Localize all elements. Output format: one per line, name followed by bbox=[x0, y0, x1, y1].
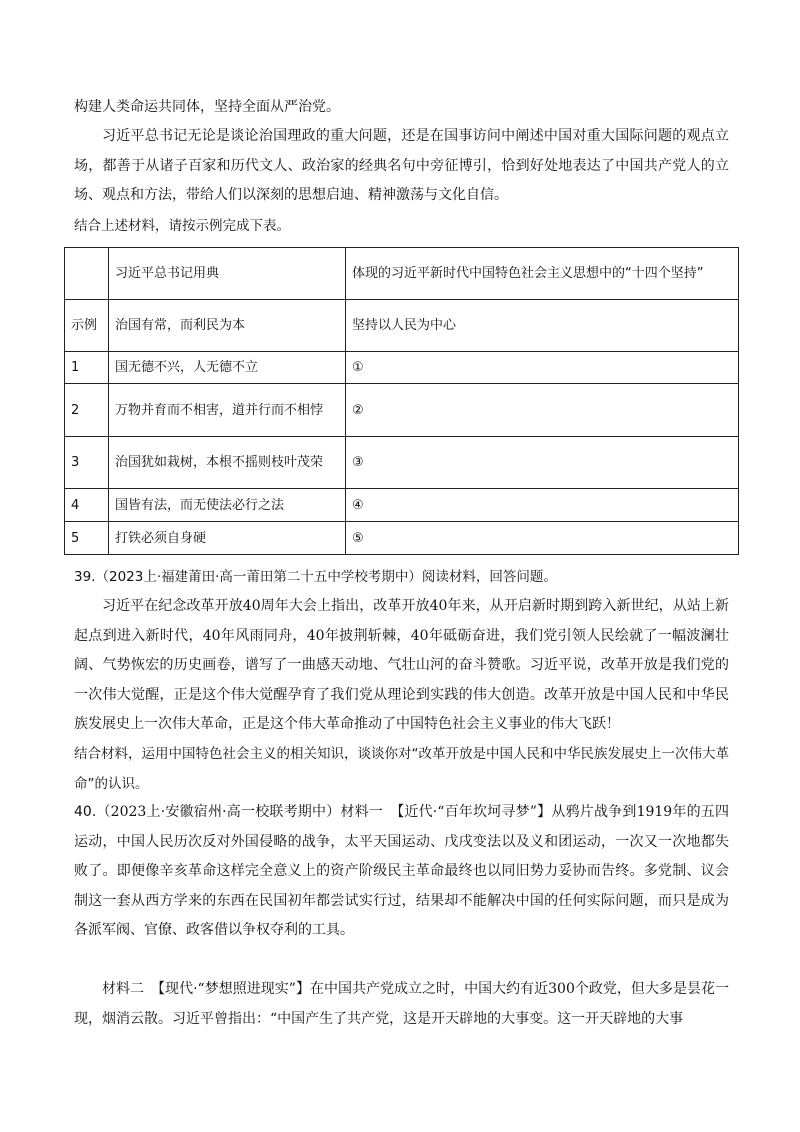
row-answer: 坚持以人民为中心 bbox=[346, 300, 739, 352]
question-40-material-2: 材料二 【现代·“梦想照进现实”】在中国共产党成立之时，中国大约有近300个政党，但大多是昙花一现，烟消云散。习近平曾指出：“中国产生了共产党，这是开天辟地的大事变。这一开天辟地的大事 bbox=[74, 981, 729, 1027]
row-quote: 打铁必须自身硬 bbox=[109, 522, 346, 555]
row-number: 5 bbox=[65, 522, 109, 555]
table-row bbox=[65, 489, 739, 522]
row-number: 3 bbox=[65, 437, 109, 489]
table-row bbox=[65, 437, 739, 489]
intro-line: 构建人类命运共同体，坚持全面从严治党。 bbox=[74, 99, 340, 115]
row-number: 2 bbox=[65, 384, 109, 437]
table-row bbox=[65, 352, 739, 384]
table-header-row bbox=[65, 248, 739, 300]
paragraph-xi-quotes: 习近平总书记无论是谈论治国理政的重大问题，还是在国事访问中阐述中国对重大国际问题的观点立场，都善于从诸子百家和历代文人、政治家的经典名句中旁征博引，恰到好处地表达了中国共产党人的立场、观点和方法，带给人们以深刻的思想启迪、精神激荡与文化自信。 bbox=[74, 128, 729, 203]
row-quote: 万物并育而不相害，道并行而不相悖 bbox=[109, 384, 346, 437]
row-number: 1 bbox=[65, 352, 109, 384]
question-39-material: 习近平在纪念改革开放40周年大会上指出，改革开放40年来，从开启新时期到跨入新世纪，从站上新起点到进入新时代，40年风雨同舟，40年披荆斩棘，40年砥砺奋进，我们党引领人民绘就了一幅波澜壮阔、气势恢宏的历史画卷，谱写了一曲感天动地、气壮山河的奋斗赞歌。习近平说，改革开放是我们党的一次伟大觉醒，正是这个伟大觉醒孕育了我们党从理论到实践的伟大创造。改革开放是中国人民和中华民族发展史上一次伟大革命，正是这个伟大革命推动了中国特色社会主义事业的伟大飞跃！ bbox=[74, 598, 729, 732]
header-cell-answer: 体现的习近平新时代中国特色社会主义思想中的“十四个坚持” bbox=[346, 248, 739, 300]
row-answer: ① bbox=[346, 352, 739, 384]
citation-table bbox=[64, 247, 739, 555]
table-row bbox=[65, 522, 739, 555]
row-answer: ③ bbox=[346, 437, 739, 489]
question-39-header bbox=[74, 563, 729, 593]
row-number: 4 bbox=[65, 489, 109, 522]
row-answer: ⑤ bbox=[346, 522, 739, 555]
table-row bbox=[65, 300, 739, 352]
question-number: 39. bbox=[74, 569, 96, 585]
row-quote: 国无德不兴，人无德不立 bbox=[109, 352, 346, 384]
question-source: （2023上·福建莆田·高一莆田第二十五中学校考期中）阅读材料，回答问题。 bbox=[95, 569, 557, 585]
question-number: 40. bbox=[74, 804, 97, 820]
question-40-text: （2023上·安徽宿州·高一校联考期中）材料一 【近代·“百年坎坷寻梦”】从鸦片战争到1919年的五四运动，中国人民历次反对外国侵略的战争，太平天国运动、戊戌变法以及义和团运动，一次又一次地都失败了。即便像辛亥革命这样完全意义上的资产阶级民主革命最终也以同旧势力妥协而告终。多党制、议会制这一套从西方学来的东西在民国初年都尝试实行过，结果却不能解决中国的任何实际问题，而只是成为各派军阀、官僚、政客借以争权夺利的工具。 bbox=[74, 804, 729, 938]
table-row bbox=[65, 384, 739, 437]
header-cell-quote: 习近平总书记用典 bbox=[109, 248, 346, 300]
question-39-prompt: 结合材料，运用中国特色社会主义的相关知识，谈谈你对“改革开放是中国人民和中华民族发展史上一次伟大革命”的认识。 bbox=[74, 746, 729, 792]
header-cell-blank bbox=[65, 248, 109, 300]
question-40-material-1 bbox=[74, 798, 729, 946]
row-quote: 治国有常，而利民为本 bbox=[109, 300, 346, 352]
row-answer: ④ bbox=[346, 489, 739, 522]
row-quote: 国皆有法，而无使法必行之法 bbox=[109, 489, 346, 522]
row-quote: 治国犹如栽树，本根不摇则枝叶茂荣 bbox=[109, 437, 346, 489]
instruction: 结合上述材料，请按示例完成下表。 bbox=[74, 218, 290, 234]
row-number: 示例 bbox=[65, 300, 109, 352]
row-answer: ② bbox=[346, 384, 739, 437]
